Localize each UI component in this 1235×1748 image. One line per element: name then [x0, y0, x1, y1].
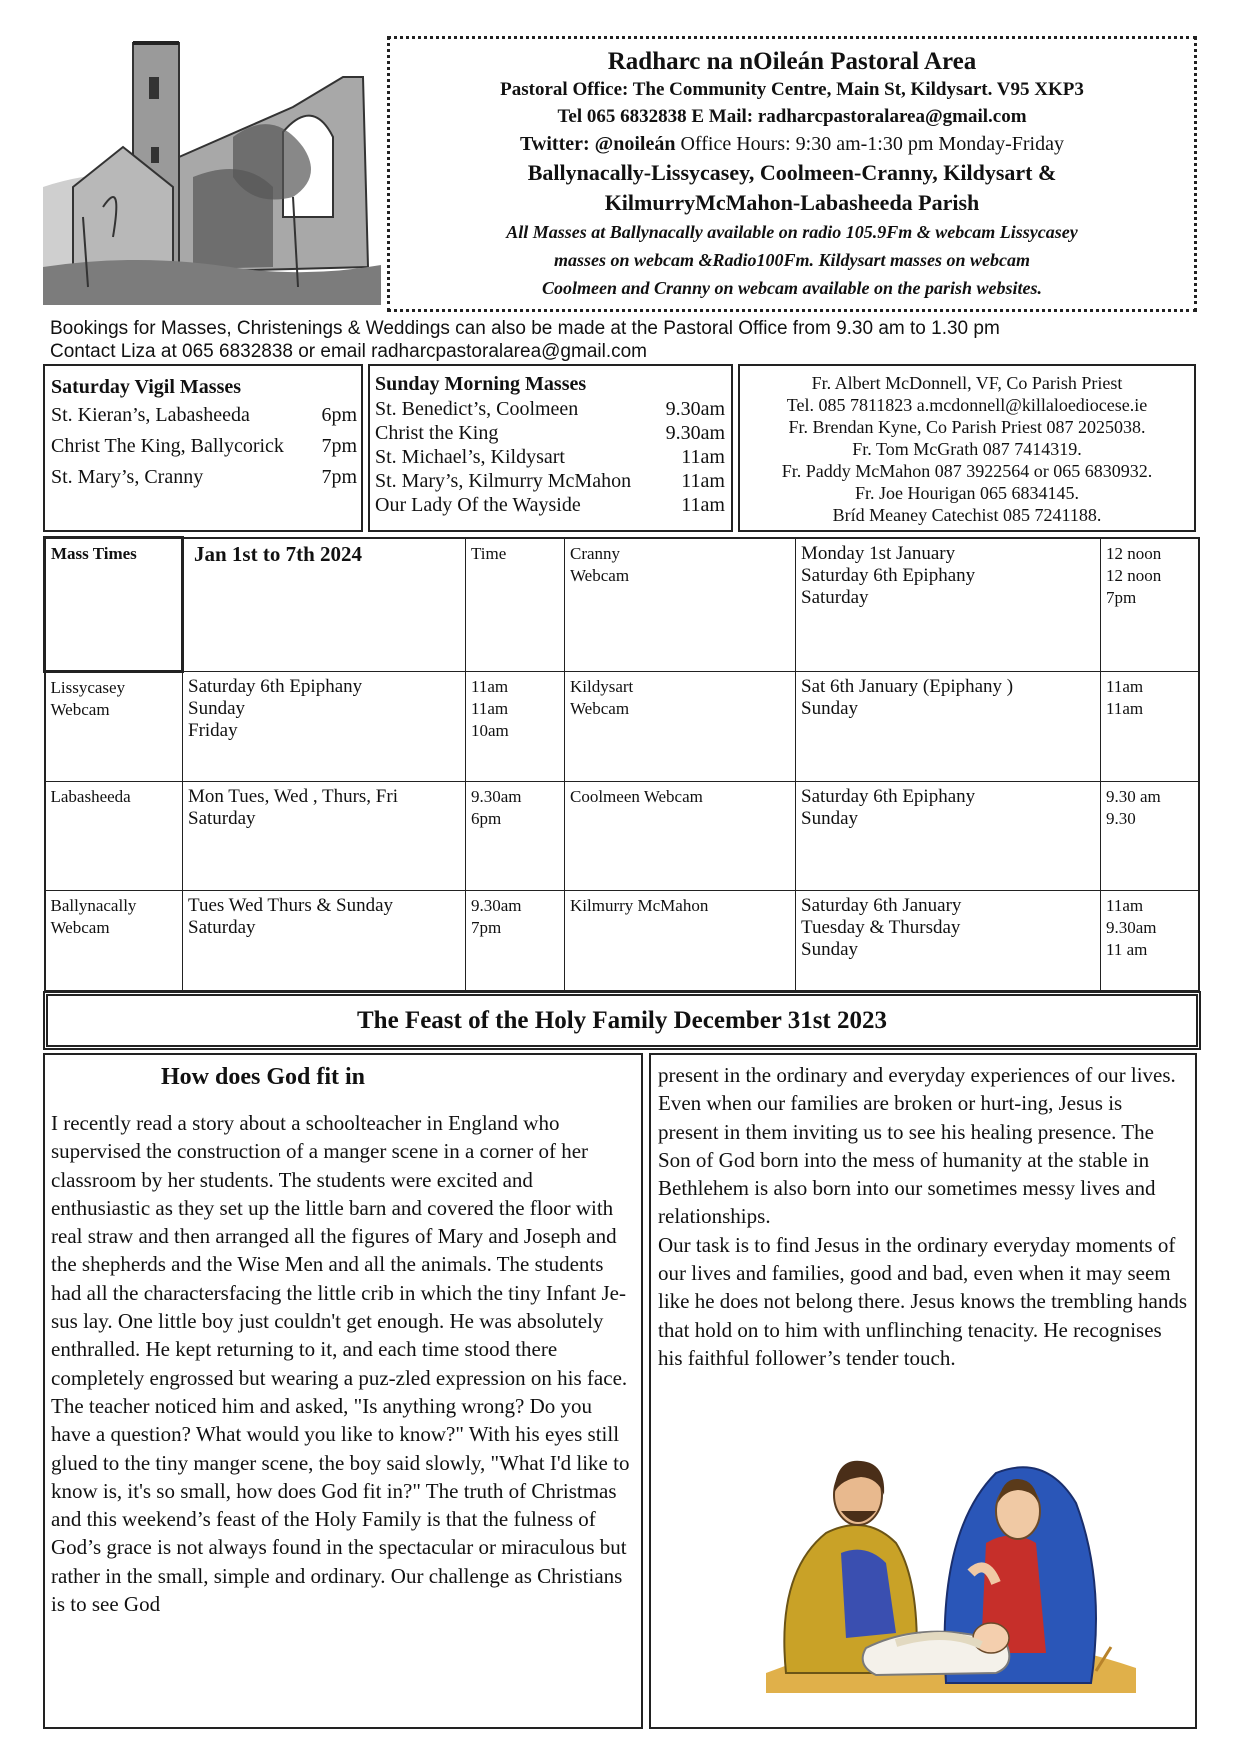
- contact-line: Tel 065 6832838 E Mail: radharcpastoralarea@gmail.com: [557, 106, 1027, 127]
- time-column-label: Time: [466, 538, 565, 672]
- vigil-church: Christ The King, Ballycorick: [51, 435, 284, 457]
- sunday-row: [375, 421, 731, 445]
- sunday-church: St. Benedict’s, Coolmeen: [375, 398, 579, 420]
- vigil-row: [51, 400, 361, 431]
- sunday-time: 11am: [681, 470, 725, 492]
- days-cell: Sat 6th January (Epiphany ) Sunday: [796, 672, 1101, 782]
- article-title: How does God fit in: [161, 1064, 366, 1090]
- parish-cell: Coolmeen Webcam: [565, 782, 796, 891]
- pastoral-office-address: Pastoral Office: The Community Centre, Main St, Kildysart. V95 XKP3: [500, 79, 1084, 100]
- parish-cell: Cranny Webcam: [565, 538, 796, 672]
- days-cell: Saturday 6th Epiphany Sunday Friday: [183, 672, 466, 782]
- pastoral-area-header: [387, 36, 1197, 312]
- vigil-time: 7pm: [321, 466, 357, 488]
- times-cell: 12 noon 12 noon 7pm: [1101, 538, 1199, 672]
- parish-cell: Kildysart Webcam: [565, 672, 796, 782]
- date-range: Jan 1st to 7th 2024: [183, 538, 466, 672]
- table-row: [45, 672, 1199, 782]
- sunday-church: Christ the King: [375, 422, 499, 444]
- sunday-time: 9.30am: [665, 422, 725, 444]
- church-ruin-illustration: [43, 37, 381, 305]
- sunday-row: [375, 397, 731, 421]
- vigil-time: 7pm: [321, 435, 357, 457]
- vigil-church: St. Kieran’s, Labasheeda: [51, 404, 250, 426]
- feast-title-banner: The Feast of the Holy Family December 31st 2023: [46, 994, 1198, 1047]
- vigil-row: [51, 462, 361, 493]
- days-cell: Saturday 6th January Tuesday & Thursday Sunday: [796, 891, 1101, 991]
- clergy-line: Fr. Tom McGrath 087 7414319.: [852, 439, 1082, 459]
- twitter-handle: Twitter: @noileán: [520, 133, 676, 155]
- days-cell: Tues Wed Thurs & Sunday Saturday: [183, 891, 466, 991]
- webcam-line-2: masses on webcam &Radio100Fm. Kildysart masses on webcam: [553, 250, 1031, 270]
- article-body-right-2: Our task is to find Jesus in the ordinary everyday moments of our lives and families, good and bad, even when it may seem like he does not belong there. Jesus knows the trembling hands that hold on to him with unflinching tenacity. He recognises his faithful follower’s tender touch.: [658, 1232, 1187, 1370]
- times-cell: 9.30am 6pm: [466, 782, 565, 891]
- times-cell: 9.30am 7pm: [466, 891, 565, 991]
- sunday-row: [375, 493, 731, 517]
- article-column-right: [649, 1053, 1197, 1729]
- sunday-row: [375, 469, 731, 493]
- webcam-line-3: Coolmeen and Cranny on webcam available on the parish websites.: [541, 278, 1043, 298]
- sunday-church: St. Michael’s, Kildysart: [375, 446, 565, 468]
- table-row: [45, 538, 1199, 672]
- sunday-row: [375, 445, 731, 469]
- holy-family-illustration: [746, 1433, 1146, 1693]
- times-cell: 11am 9.30am 11 am: [1101, 891, 1199, 991]
- sunday-time: 11am: [681, 446, 725, 468]
- parish-cell: Lissycasey Webcam: [45, 672, 183, 782]
- table-row: [45, 782, 1199, 891]
- webcam-line-1: All Masses at Ballynacally available on radio 105.9Fm & webcam Lissycasey: [506, 222, 1078, 242]
- days-cell: Monday 1st January Saturday 6th Epiphany Saturday: [796, 538, 1101, 672]
- table-row: [45, 891, 1199, 991]
- clergy-line: Fr. Paddy McMahon 087 3922564 or 065 6830932.: [781, 461, 1153, 481]
- sunday-time: 11am: [681, 494, 725, 516]
- times-cell: 9.30 am 9.30: [1101, 782, 1199, 891]
- parish-line-2: KilmurryMcMahon-Labasheeda Parish: [604, 190, 980, 215]
- times-cell: 11am 11am: [1101, 672, 1199, 782]
- sunday-time: 9.30am: [665, 398, 725, 420]
- office-hours: Office Hours: 9:30 am-1:30 pm Monday-Friday: [680, 133, 1064, 155]
- sunday-church: St. Mary’s, Kilmurry McMahon: [375, 470, 632, 492]
- pastoral-area-title: Radharc na nOileán Pastoral Area: [607, 48, 977, 75]
- clergy-line: Bríd Meaney Catechist 085 7241188.: [832, 505, 1102, 525]
- saturday-vigil-heading: Saturday Vigil Masses: [51, 376, 242, 398]
- mass-times-table: [43, 536, 1200, 992]
- parish-cell: Kilmurry McMahon: [565, 891, 796, 991]
- times-cell: 11am 11am 10am: [466, 672, 565, 782]
- article-body-left: I recently read a story about a schoolteacher in England who supervised the construction of a manger scene in a corner of her classroom by her students. The students were excited and enthusiastic as they set up the little barn and covered the floor with real straw and then arranged all the figures of Mary and Joseph and the shepherds and the Wise Men and all the animals. The students had all the charactersfacing the little crib in which the tiny Infant Je-sus lay. One little boy just couldn't get enough. He was absolutely enthralled. He kept returning to it, and each time stood there completely engrossed but wearing a puz-zled expression on his face. The teacher noticed him and asked, "Is anything wrong? Do you have a question? What would you like to know?" With his eyes still glued to the tiny manger scene, the boy said slowly, "What I'd like to know is, it's so small, how does God fit in?" The truth of Christmas and this weekend’s feast of the Holy Family is that the fulness of God’s grace is not always found in the spectacular or miraculous but rather in the small, simple and ordinary. Our challenge as Christians is to see God: [51, 1111, 630, 1617]
- parish-cell: Ballynacally Webcam: [45, 891, 183, 991]
- clergy-contacts-box: [738, 364, 1196, 532]
- sunday-morning-heading: Sunday Morning Masses: [375, 373, 587, 395]
- twitter-hours-line: [390, 130, 1194, 158]
- vigil-church: St. Mary’s, Cranny: [51, 466, 204, 488]
- days-cell: Saturday 6th Epiphany Sunday: [796, 782, 1101, 891]
- parish-cell: Labasheeda: [45, 782, 183, 891]
- clergy-line: Fr. Joe Hourigan 065 6834145.: [855, 483, 1079, 503]
- vigil-time: 6pm: [321, 404, 357, 426]
- bookings-note: [50, 317, 1000, 363]
- article-column-left: [43, 1053, 643, 1729]
- days-cell: Mon Tues, Wed , Thurs, Fri Saturday: [183, 782, 466, 891]
- sunday-morning-box: [368, 364, 733, 532]
- clergy-line: Fr. Brendan Kyne, Co Parish Priest 087 2025038.: [788, 417, 1146, 437]
- clergy-line: Tel. 085 7811823 a.mcdonnell@killaloediocese.ie: [786, 395, 1148, 415]
- bookings-line-1: Bookings for Masses, Christenings & Weddings can also be made at the Pastoral Office from 9.30 am to 1.30 pm: [50, 318, 1000, 339]
- saturday-vigil-box: [43, 364, 363, 532]
- mass-times-label: Mass Times: [45, 538, 183, 672]
- parish-line-1: Ballynacally-Lissycasey, Coolmeen-Cranny, Kildysart &: [527, 160, 1057, 185]
- bookings-line-2: Contact Liza at 065 6832838 or email radharcpastoralarea@gmail.com: [50, 341, 648, 362]
- article-body-right-1: present in the ordinary and everyday experiences of our lives. Even when our families are broken or hurt-ing, Jesus is present in them inviting us to see his healing presence. The Son of God born into the mess of humanity at the stable in Bethlehem is also born into our sometimes messy lives and relationships.: [658, 1063, 1176, 1229]
- vigil-row: [51, 431, 361, 462]
- sunday-church: Our Lady Of the Wayside: [375, 494, 581, 516]
- clergy-line: Fr. Albert McDonnell, VF, Co Parish Priest: [811, 373, 1123, 393]
